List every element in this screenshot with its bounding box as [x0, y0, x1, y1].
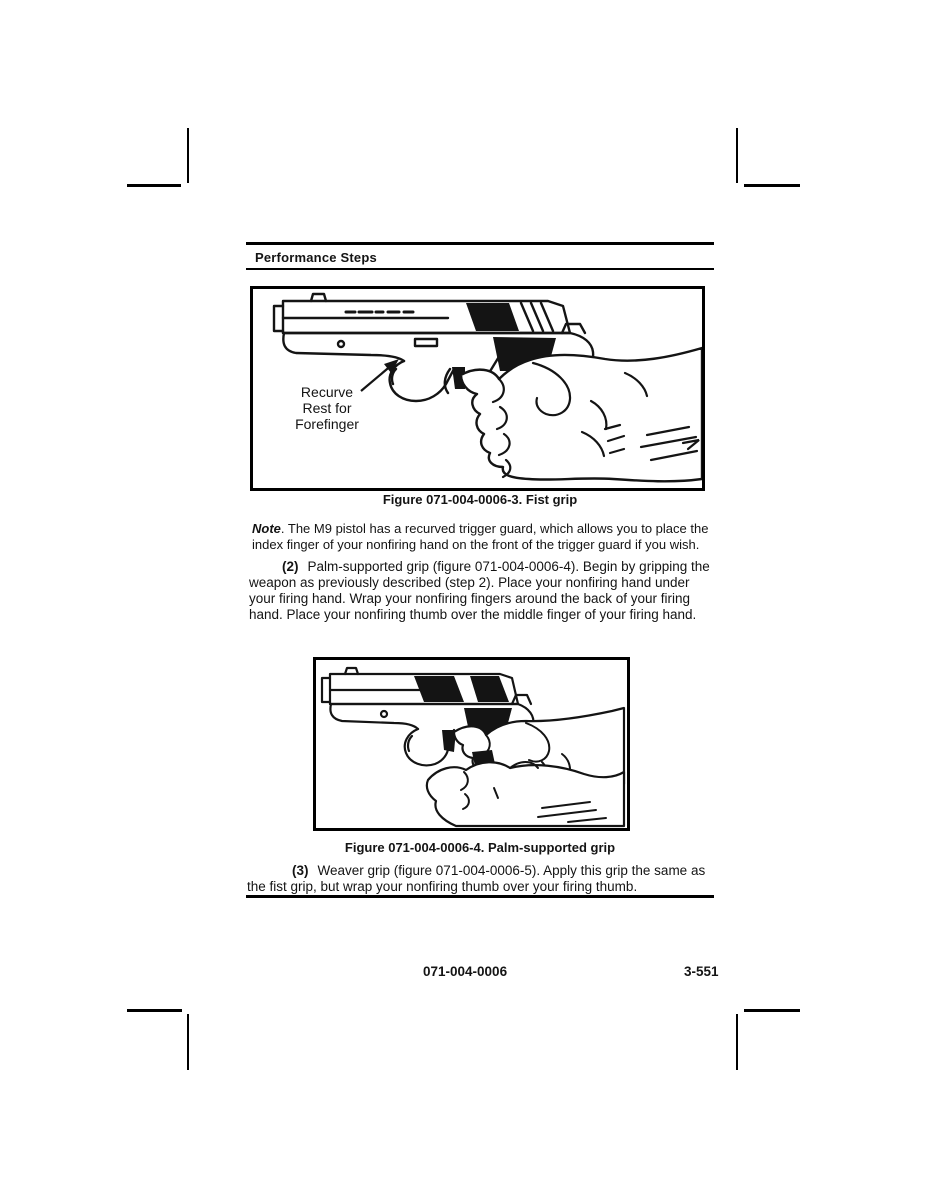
note-label: Note: [252, 521, 281, 536]
crop-mark-top-right-horizontal: [744, 184, 800, 187]
crop-mark-bottom-right-horizontal: [744, 1009, 800, 1012]
crop-mark-bottom-right-vertical: [736, 1014, 738, 1070]
step-2-number: (2): [282, 559, 299, 574]
step-2-text: Palm-supported grip (figure 071-004-0006-4). Begin by gripping the weapon as previously described (step 2). Place your nonfiring hand under your firing hand. Wrap your nonfiring fingers around the back of your firing hand. Place your nonfiring thumb over the middle finger of your firing hand.: [249, 559, 710, 622]
figure-fist-grip: [250, 286, 705, 491]
footer-task-number: 071-004-0006: [423, 964, 508, 979]
figure1-caption: Figure 071-004-0006-3. Fist grip: [382, 492, 578, 507]
callout-line-2: Rest for: [302, 400, 352, 416]
step-3-text: Weaver grip (figure 071-004-0006-5). Apply this grip the same as the fist grip, but wrap your nonfiring thumb over your firing thumb.: [247, 863, 706, 894]
note-body: . The M9 pistol has a recurved trigger guard, which allows you to place the index finger of your nonfiring hand on the front of the trigger guard if you wish.: [252, 521, 709, 552]
note-paragraph: [252, 521, 710, 553]
callout-line-3: Forefinger: [295, 416, 359, 432]
header-rule-top: [246, 242, 714, 245]
crop-mark-top-right-vertical: [736, 128, 738, 183]
fist-hand: [461, 348, 702, 481]
palm-supported-grip-drawing: [316, 660, 627, 828]
fist-grip-drawing: [253, 289, 702, 488]
footer-page-number: 3-551: [684, 964, 719, 979]
callout-line-1: Recurve: [300, 384, 354, 400]
crop-mark-bottom-left-horizontal: [127, 1009, 182, 1012]
step-2-paragraph: [249, 559, 713, 623]
header-rule-bottom: [246, 268, 714, 270]
step-3-paragraph: [247, 863, 715, 895]
step-3-number: (3): [292, 863, 309, 878]
crop-mark-top-left-horizontal: [127, 184, 181, 187]
figure2-caption: Figure 071-004-0006-4. Palm-supported grip: [344, 840, 616, 855]
crop-mark-top-left-vertical: [187, 128, 189, 183]
crop-mark-bottom-left-vertical: [187, 1014, 189, 1070]
recurve-callout: [295, 359, 399, 432]
table-bottom-rule: [246, 895, 714, 898]
performance-steps-heading: Performance Steps: [255, 250, 377, 265]
figure-palm-supported-grip: [313, 657, 630, 831]
